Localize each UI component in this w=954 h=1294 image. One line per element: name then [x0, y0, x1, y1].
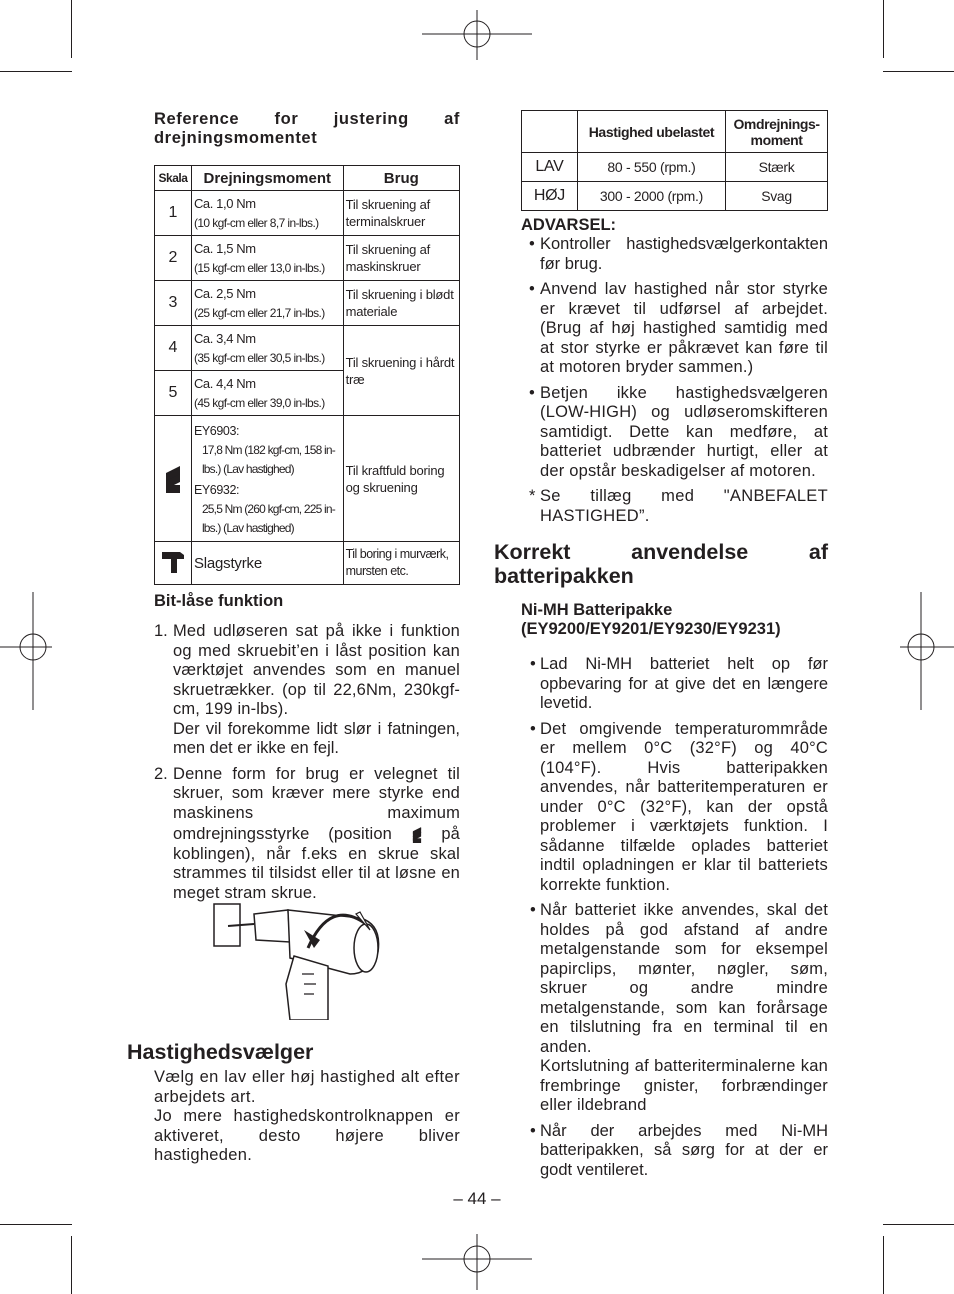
use-value: Til skruening i blødt materiale: [343, 281, 459, 326]
bullet: •: [530, 901, 536, 919]
use-value: Til skruening af terminalskruer: [343, 191, 459, 236]
table-row: [522, 182, 828, 211]
registration-mark-icon: [422, 10, 532, 60]
bit-lock-heading: Bit-låse funktion: [154, 592, 284, 610]
table-row: [155, 236, 460, 281]
torque-value: EY6903: 17,8 Nm (182 kgf-cm, 158 in-lbs.) (Lav hastighed) EY6932: 25,5 Nm (260 kgf-cm, 225 in-lbs.) (Lav hastighed): [191, 416, 343, 542]
registration-mark-icon: [422, 1234, 532, 1290]
table-row: [155, 326, 460, 371]
speed-selector-heading: Hastighedsvælger: [127, 1040, 314, 1064]
drill-illustration: [210, 900, 390, 1020]
list-item: 2. Denne form for brug er velegnet til skruer, som kræver mere styrke end maskinens maximum omdrejningsstyrke (position på koblingen), når f.eks en skrue skal strammes til tilsidst eller til at løsne en meget stram skrue.: [154, 764, 461, 902]
crop-mark: [883, 1224, 954, 1225]
page-number: – 44 –: [453, 1189, 501, 1208]
table-header-row: [155, 166, 460, 191]
list-item: • Det omgivende temperaturommråde er mellem 0°C (32°F) og 40°C (104°F). Hvis batteripakken anvendes, når batteritemperaturen er under 0°C (32°F), kan der opstå problemer i værktøjets funktion. I sådanne tilfælde oplades batteriet indtil opladningen er klar til batteriets korrekte funktion.: [530, 719, 828, 894]
table-cell: 80 - 550 (rpm.): [577, 153, 725, 182]
bit-lock-steps: [154, 622, 460, 909]
torque-value: Slagstyrke: [191, 542, 343, 585]
table-header: Drejningsmoment: [191, 166, 343, 191]
registration-mark-icon: [0, 592, 52, 710]
table-header: Skala: [155, 166, 192, 191]
scale-value: 2: [155, 236, 192, 281]
table-header: [522, 111, 578, 153]
battery-list: [523, 655, 828, 1186]
bullet: •: [530, 719, 536, 738]
crop-mark: [71, 1236, 72, 1294]
speed-paragraph: Vælg en lav eller høj hastighed alt efter arbejdets art.: [154, 1068, 460, 1106]
table-cell: Stærk: [726, 153, 828, 182]
list-item: * Se tillæg med "ANBEFALET HASTIGHED”.: [529, 487, 828, 525]
crop-mark: [71, 0, 72, 58]
scale-value: [155, 416, 192, 542]
table-header: Hastighed ubelastet: [577, 111, 725, 153]
table-row: [155, 191, 460, 236]
torque-value: Ca. 1,5 Nm (15 kgf-cm eller 13,0 in-lbs.): [191, 236, 343, 281]
list-item: • Betjen ikke hastighedsvælgeren (LOW-HIGH) og udløseromskifteren samtidigt. Dette kan medføre, at batteriet udbrænder hurtigt, eller at der opstår beskadigelser af motoren.: [529, 383, 828, 480]
crop-mark: [883, 71, 954, 72]
bullet: •: [530, 655, 536, 673]
table-row: [155, 542, 460, 585]
bullet: •: [530, 1121, 536, 1140]
table-header: Brug: [343, 166, 459, 191]
list-item: • Kontroller hastighedsvælgerkontakten før brug.: [529, 235, 828, 273]
table-cell: 300 - 2000 (rpm.): [577, 182, 725, 211]
table-cell: Svag: [726, 182, 828, 211]
registration-mark-icon: [900, 592, 954, 710]
speed-paragraph: Jo mere hastighedskontrolknappen er aktiveret, desto højere bliver hastigheden.: [154, 1107, 460, 1164]
crop-mark: [883, 0, 884, 58]
table-cell: HØJ: [522, 182, 578, 211]
list-item: • Anvend lav hastighed når stor styrke er krævet til udførsel af arbejdet. (Brug af høj hastighed samtidig med at stor styrke er påkrævet kan føre til at motoren bryder sammen.): [529, 280, 828, 376]
table-header: Omdrejnings-moment: [726, 111, 828, 153]
step-number: 1.: [154, 622, 168, 640]
list-item: • Når batteriet ikke anvendes, skal det holdes på god afstand af andre metalgenstande som for eksempel papirclips, mønter, nøgler, søm, skruer og andre mindre metalgenstande, som kan forårsage en tilslutning fra en terminal til en anden. Kortslutning af batteriterminalerne kan frembringe gnister, forbrændinger eller ildebrand: [530, 901, 828, 1114]
hammer-icon: [160, 549, 186, 573]
speed-table: [521, 110, 828, 211]
table-row: [155, 281, 460, 326]
crop-mark: [0, 71, 72, 72]
crop-mark: [0, 1224, 72, 1225]
table-row: [522, 153, 828, 182]
torque-value: Ca. 3,4 Nm (35 kgf-cm eller 30,5 in-lbs.): [191, 326, 343, 371]
scale-value: 5: [155, 371, 192, 416]
torque-table: [154, 165, 460, 585]
warning-list: [523, 235, 828, 532]
battery-heading: Korrekt anvendelse af batteripakken: [494, 540, 828, 588]
torque-value: Ca. 1,0 Nm (10 kgf-cm eller 8,7 in-lbs.): [191, 191, 343, 236]
scale-value: 3: [155, 281, 192, 326]
drill-bit-icon: [165, 459, 181, 493]
list-item: 1. Med udløseren sat på ikke i funktion og med skruebit’en i låst position kan værktøjet anvendes som en manuel skruetrækker. (op til 22,6Nm, 230kgf-cm, 199 in-lbs). Der vil forekomme lidt slør i fatningen, men det er ikke en fejl.: [154, 622, 460, 757]
scale-value: 4: [155, 326, 192, 371]
use-value: Til skruening i hårdt træ: [343, 326, 459, 416]
step-number: 2.: [154, 764, 168, 783]
warning-heading: ADVARSEL:: [521, 216, 617, 234]
list-item: • Når der arbejdes med Ni-MH batteripakken, så sørg for at der er godt ventileret.: [530, 1121, 828, 1179]
use-value: Til kraftfuld boring og skruening: [343, 416, 459, 542]
crop-mark: [883, 1236, 884, 1294]
drill-bit-icon: [411, 823, 423, 843]
table-cell: LAV: [522, 153, 578, 182]
table-header-row: [522, 111, 828, 153]
torque-reference-heading: Reference for justering af drejningsmomentet: [154, 110, 460, 147]
use-value: Til boring i murværk, mursten etc.: [343, 542, 459, 585]
battery-subheading: Ni-MH Batteripakke (EY9200/EY9201/EY9230/EY9231): [521, 601, 781, 638]
torque-value: Ca. 2,5 Nm (25 kgf-cm eller 21,7 in-lbs.): [191, 281, 343, 326]
use-value: Til skruening af maskinskruer: [343, 236, 459, 281]
scale-value: 1: [155, 191, 192, 236]
list-item: • Lad Ni-MH batteriet helt op før opbevaring for at give det en længere levetid.: [530, 655, 828, 712]
table-row: [155, 416, 460, 542]
torque-value: Ca. 4,4 Nm (45 kgf-cm eller 39,0 in-lbs.): [191, 371, 343, 416]
scale-value: [155, 542, 192, 585]
